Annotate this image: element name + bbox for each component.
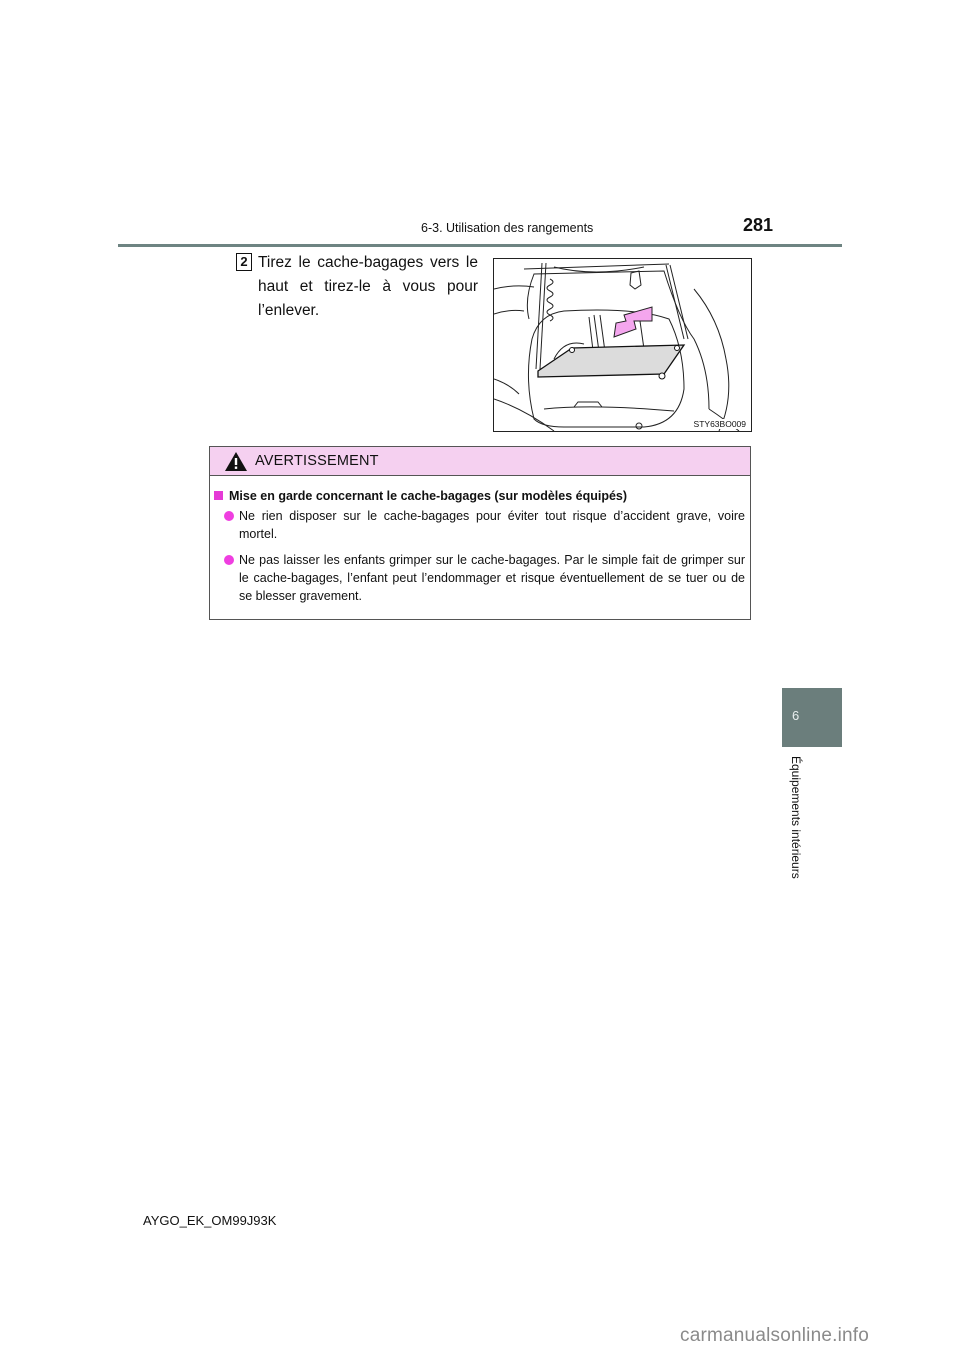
step-number-badge: 2 [236, 253, 252, 271]
chapter-label: Équipements intérieurs [789, 756, 803, 879]
circle-bullet-icon [224, 555, 234, 565]
warning-bullet-text: Ne rien disposer sur le cache-bagages pour éviter tout risque d’accident grave, voire mortel. [239, 509, 745, 541]
warning-bullet [224, 551, 745, 605]
warning-bullet-text: Ne pas laisser les enfants grimper sur le cache-bagages. Par le simple fait de grimper sur le cache-bagages, l’enfant peut l’endommager et risque éventuellement de se tuer ou de se blesser gravement. [239, 553, 745, 603]
step-instruction: Tirez le cache-bagages vers le haut et tirez-le à vous pour l’enlever. [258, 254, 478, 319]
warning-title: AVERTISSEMENT [255, 453, 379, 469]
warning-box [209, 446, 751, 620]
warning-heading-text: Mise en garde concernant le cache-bagages (sur modèles équipés) [229, 489, 628, 503]
warning-triangle-icon [225, 452, 247, 476]
warning-bullet [224, 507, 745, 543]
warning-header [210, 447, 750, 476]
chapter-number: 6 [792, 708, 800, 723]
watermark-link[interactable]: carmanualsonline.info [680, 1325, 870, 1346]
luggage-cover-illustration [493, 258, 752, 432]
page-number: 281 [743, 215, 774, 235]
figure-code: STY63BO009 [693, 419, 746, 429]
chapter-tab [782, 688, 842, 747]
header-divider [118, 244, 842, 247]
section-title: 6-3. Utilisation des rangements [421, 221, 594, 235]
square-bullet-icon [214, 491, 223, 500]
car-trunk-drawing [494, 259, 751, 431]
document-code: AYGO_EK_OM99J93K [143, 1213, 277, 1228]
circle-bullet-icon [224, 511, 234, 521]
warning-heading [214, 489, 627, 503]
